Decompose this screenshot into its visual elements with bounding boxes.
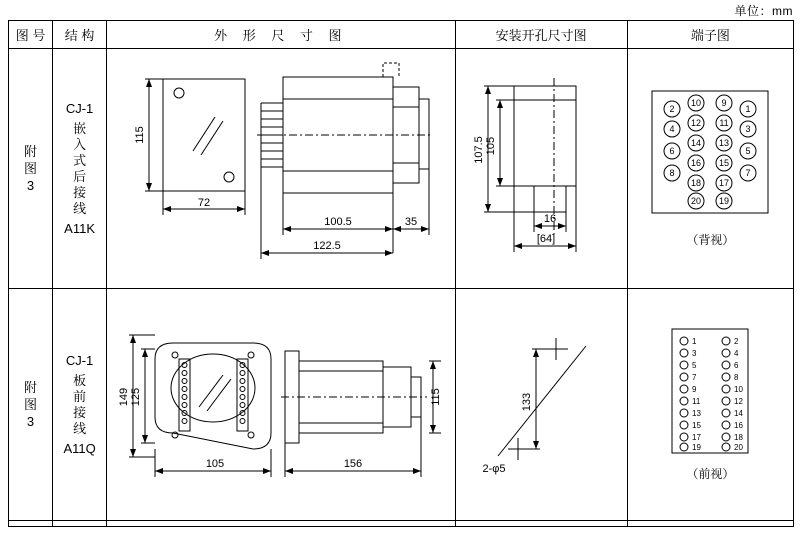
svg-text:18: 18: [691, 178, 702, 188]
mounting-dim-2phi5: 2-φ5: [482, 462, 506, 475]
spacer-2: [53, 521, 107, 527]
svg-text:20: 20: [734, 443, 744, 452]
structure-model-2: CJ-1: [65, 352, 94, 368]
svg-text:3: 3: [692, 349, 697, 358]
outline-drawing-1: [111, 59, 451, 279]
dimension-table: [8, 20, 794, 527]
svg-text:10: 10: [691, 98, 702, 108]
svg-text:5: 5: [745, 146, 751, 156]
outline-dim-105: 105: [205, 457, 225, 470]
svg-text:15: 15: [692, 421, 702, 430]
svg-text:7: 7: [745, 168, 751, 178]
svg-text:6: 6: [734, 361, 739, 370]
mounting-cell-1: [455, 49, 627, 289]
mounting-dim-107-5: 107.5: [473, 135, 486, 164]
fig-no-text-2: 附 图 3: [24, 380, 38, 429]
structure-cell-2: [53, 289, 107, 521]
svg-text:16: 16: [691, 158, 702, 168]
svg-text:16: 16: [734, 421, 744, 430]
svg-text:11: 11: [719, 118, 730, 128]
outline-dim-100-5: 100.5: [324, 215, 352, 228]
spacer-3: [107, 521, 455, 527]
svg-text:14: 14: [734, 409, 744, 418]
svg-text:5: 5: [692, 361, 697, 370]
svg-text:15: 15: [719, 158, 730, 168]
header-mounting: 安装开孔尺寸图: [455, 21, 627, 49]
outline-dim-156: 156: [343, 457, 363, 470]
svg-text:9: 9: [692, 385, 697, 394]
svg-text:14: 14: [691, 138, 702, 148]
svg-text:8: 8: [734, 373, 739, 382]
structure-code-2: A11Q: [63, 440, 96, 456]
outline-dim-122-5: 122.5: [313, 239, 341, 252]
svg-text:10: 10: [734, 385, 744, 394]
table-row: [9, 289, 794, 521]
svg-text:2: 2: [669, 104, 675, 114]
svg-text:12: 12: [734, 397, 744, 406]
outline-dim-115: 115: [133, 125, 146, 144]
structure-model-1: CJ-1: [65, 100, 94, 116]
mounting-cell-2: [455, 289, 627, 521]
svg-text:11: 11: [692, 397, 701, 406]
fig-no-cell-2: [9, 289, 53, 521]
mounting-dim-133: 133: [521, 392, 534, 411]
svg-text:17: 17: [692, 433, 702, 442]
outline-dim-149: 149: [117, 387, 130, 406]
svg-text:1: 1: [692, 337, 697, 346]
fig-no-cell-1: [9, 49, 53, 289]
terminal-cell-2: [627, 289, 793, 521]
header-terminal: 端子图: [627, 21, 793, 49]
terminal-caption-2: （前视）: [686, 467, 735, 481]
table-header-row: [9, 21, 794, 49]
svg-text:4: 4: [734, 349, 739, 358]
outline-dim-72: 72: [197, 196, 210, 209]
svg-text:4: 4: [669, 124, 675, 134]
mounting-dim-105: 105: [485, 136, 498, 155]
svg-text:1: 1: [745, 104, 751, 114]
table-row: [9, 49, 794, 289]
table-row-spacer: [9, 521, 794, 527]
outline-cell-1: [107, 49, 455, 289]
unit-note: 单位：mm: [734, 4, 793, 18]
svg-text:8: 8: [669, 168, 675, 178]
svg-text:13: 13: [692, 409, 702, 418]
header-structure: 结 构: [53, 21, 107, 49]
svg-text:19: 19: [692, 443, 702, 452]
outline-drawing-2: [111, 325, 451, 485]
svg-text:12: 12: [691, 118, 702, 128]
outline-cell-2: [107, 289, 455, 521]
terminal-caption-1: （背视）: [686, 233, 735, 247]
svg-text:2: 2: [734, 337, 739, 346]
svg-text:18: 18: [734, 433, 744, 442]
svg-text:6: 6: [669, 146, 675, 156]
mounting-drawing-1: [458, 64, 624, 274]
svg-text:17: 17: [719, 178, 730, 188]
spacer-4: [455, 521, 627, 527]
svg-text:19: 19: [719, 196, 730, 206]
structure-code-1: A11K: [64, 220, 95, 236]
svg-text:9: 9: [721, 98, 727, 108]
mounting-dim-16: 16: [544, 212, 557, 225]
svg-text:20: 20: [691, 196, 702, 206]
structure-desc-1: 嵌 入 式 后 接 线: [73, 120, 87, 216]
svg-text:7: 7: [692, 373, 697, 382]
header-outline: 外 形 尺 寸 图: [107, 21, 455, 49]
outline-dim-35: 35: [404, 215, 417, 228]
svg-text:3: 3: [745, 124, 751, 134]
spacer-1: [9, 521, 53, 527]
terminal-cell-1: [627, 49, 793, 289]
spacer-5: [627, 521, 793, 527]
terminal-diagram-2: [656, 327, 764, 455]
structure-desc-2: 板 前 接 线: [73, 372, 87, 436]
svg-text:13: 13: [719, 138, 730, 148]
mounting-drawing-2: [458, 320, 624, 490]
outline-dim-115b: 115: [429, 387, 442, 406]
structure-cell-1: [53, 49, 107, 289]
fig-no-text-1: 附 图 3: [24, 144, 38, 193]
mounting-dim-64: [64]: [536, 232, 556, 245]
terminal-diagram-1: [650, 89, 770, 225]
header-fig-no: 图 号: [9, 21, 53, 49]
outline-dim-125: 125: [129, 387, 142, 406]
